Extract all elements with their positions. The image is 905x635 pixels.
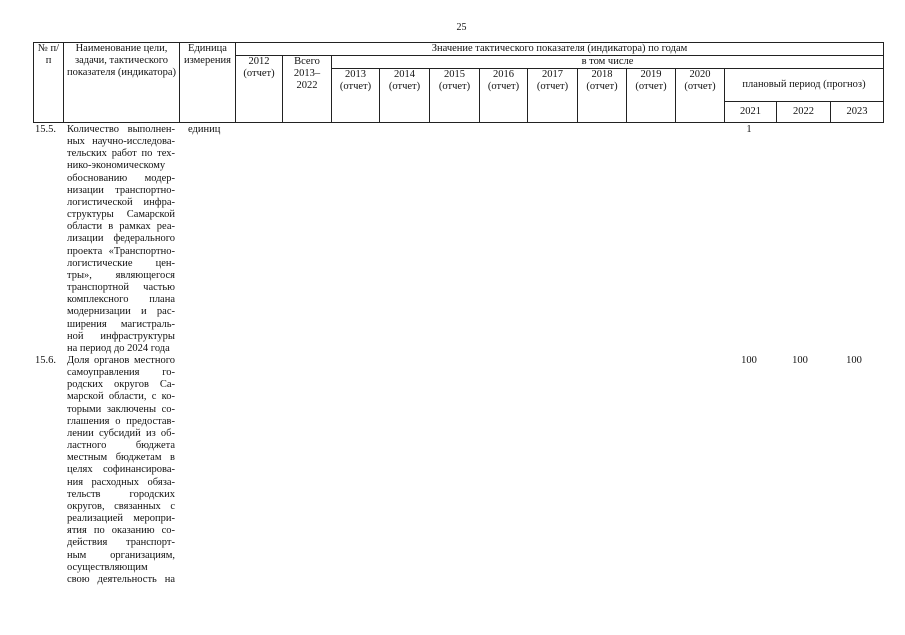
header-including: в том числе	[332, 56, 884, 69]
row-15-5-value-2021: 1	[746, 124, 752, 135]
row-15-6-name: Доля органов местного самоуправления го- родских округов Са- марской области, с ко- торыми заключены со- глашения о предостав- лении субсидий из об- ластного бюджета местным бюджетам в целях софинансирова- ния расходных обяза- тельств городских округов, связанных с реализацией меропри- ятия по оказанию со- действия транспорт- ным организациям, осуществляющим свою деятельность на	[67, 355, 175, 585]
header-unit: Единица измерения	[180, 43, 236, 123]
header-value-title: Значение тактического показателя (индикатора) по годам	[236, 43, 884, 56]
header-num: № п/п	[34, 43, 64, 123]
header-year-2014: 2014 (отчет)	[380, 69, 430, 123]
header-plan-2023: 2023	[831, 102, 884, 123]
header-plan-2022: 2022	[777, 102, 831, 123]
header-year-2018: 2018 (отчет)	[578, 69, 627, 123]
row-15-6-value-2023: 100	[846, 355, 862, 366]
row-15-5-name: Количество выполнен- ных научно-исследова- тельских работ по тех- нико-экономическому обоснованию модер- низации транспортно- логистической инфра- структуры Самарской области в рамках реа- лизации федерального проекта «Транспортно- логистические цен- тры», являющегося транспортной частью комплексного плана модернизации и рас- ширения магистраль- ной инфраструктуры на период до 2024 года	[67, 124, 175, 354]
indicator-table-header	[33, 42, 884, 123]
row-15-5-unit: единиц	[188, 124, 221, 135]
header-year-2020: 2020 (отчет)	[676, 69, 725, 123]
header-plan-period: плановый период (прогноз)	[725, 69, 884, 102]
row-15-6-value-2021: 100	[741, 355, 757, 366]
header-year-2013: 2013 (отчет)	[332, 69, 380, 123]
header-plan-2021: 2021	[725, 102, 777, 123]
row-15-6-value-2022: 100	[792, 355, 808, 366]
row-15-5-number: 15.5.	[35, 124, 56, 135]
row-15-6-number: 15.6.	[35, 355, 56, 366]
header-year-2015: 2015 (отчет)	[430, 69, 480, 123]
header-name: Наименование цели, задачи, тактического показателя (индикатора)	[64, 43, 180, 123]
header-year-2016: 2016 (отчет)	[480, 69, 528, 123]
header-year-2019: 2019 (отчет)	[627, 69, 676, 123]
header-2012: 2012 (отчет)	[236, 56, 283, 123]
header-total: Всего 2013–2022	[283, 56, 332, 123]
page-number: 25	[456, 22, 467, 33]
header-year-2017: 2017 (отчет)	[528, 69, 578, 123]
